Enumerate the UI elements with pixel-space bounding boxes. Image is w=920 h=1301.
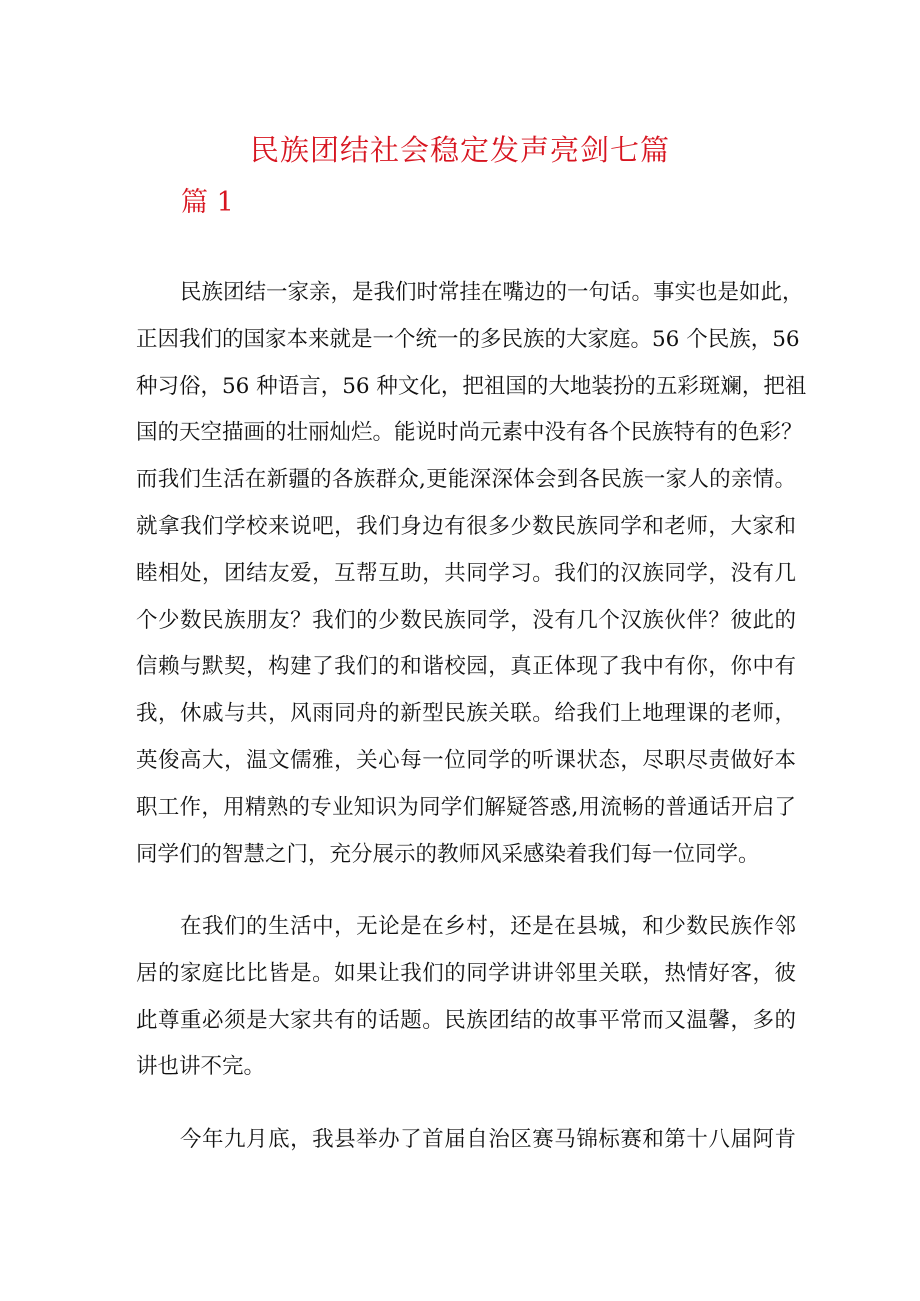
paragraph-2 [136, 904, 796, 1091]
text-line: 正因我们的国家本来就是一个统一的多民族的大家庭。56 个民族，56 [136, 326, 800, 352]
text-line: 职工作，用精熟的专业知识为同学们解疑答惑,用流畅的普通话开启了 [136, 794, 796, 820]
text-line: 今年九月底，我县举办了首届自治区赛马锦标赛和第十八届阿肯 [180, 1127, 796, 1152]
paragraph-3 [136, 1117, 796, 1164]
text-line: 讲也讲不完。 [136, 1054, 266, 1080]
paragraph-1 [136, 270, 807, 878]
text-line: 此尊重必须是大家共有的话题。民族团结的故事平常而又温馨，多的 [136, 1007, 796, 1033]
section-heading: 篇 1 [181, 187, 234, 218]
text-line: 就拿我们学校来说吧，我们身边有很多少数民族同学和老师，大家和 [136, 513, 796, 539]
text-line: 英俊高大，温文儒雅，关心每一位同学的听课状态，尽职尽责做好本 [136, 747, 796, 773]
text-line: 种习俗，56 种语言，56 种文化，把祖国的大地装扮的五彩斑斓，把祖 [136, 373, 807, 399]
text-line: 居的家庭比比皆是。如果让我们的同学讲讲邻里关联，热情好客，彼 [136, 960, 796, 986]
text-line: 个少数民族朋友？我们的少数民族同学，没有几个汉族伙伴？彼此的 [136, 607, 796, 633]
text-line: 民族团结一家亲，是我们时常挂在嘴边的一句话。事实也是如此， [180, 280, 804, 305]
text-line: 我，休戚与共，风雨同舟的新型民族关联。给我们上地理课的老师， [136, 701, 796, 727]
document-title: 民族团结社会稳定发声亮剑七篇 [249, 133, 670, 167]
text-line: 国的天空描画的壮丽灿烂。能说时尚元素中没有各个民族特有的色彩？ [136, 420, 803, 446]
text-line: 信赖与默契，构建了我们的和谐校园，真正体现了我中有你，你中有 [136, 654, 796, 680]
text-line: 在我们的生活中，无论是在乡村，还是在县城，和少数民族作邻 [180, 914, 796, 939]
text-line: 同学们的智慧之门，充分展示的教师风采感染着我们每一位同学。 [136, 841, 760, 867]
text-line: 睦相处，团结友爱，互帮互助，共同学习。我们的汉族同学，没有几 [136, 560, 796, 586]
text-line: 而我们生活在新疆的各族群众,更能深深体会到各民族一家人的亲情。 [136, 467, 796, 493]
